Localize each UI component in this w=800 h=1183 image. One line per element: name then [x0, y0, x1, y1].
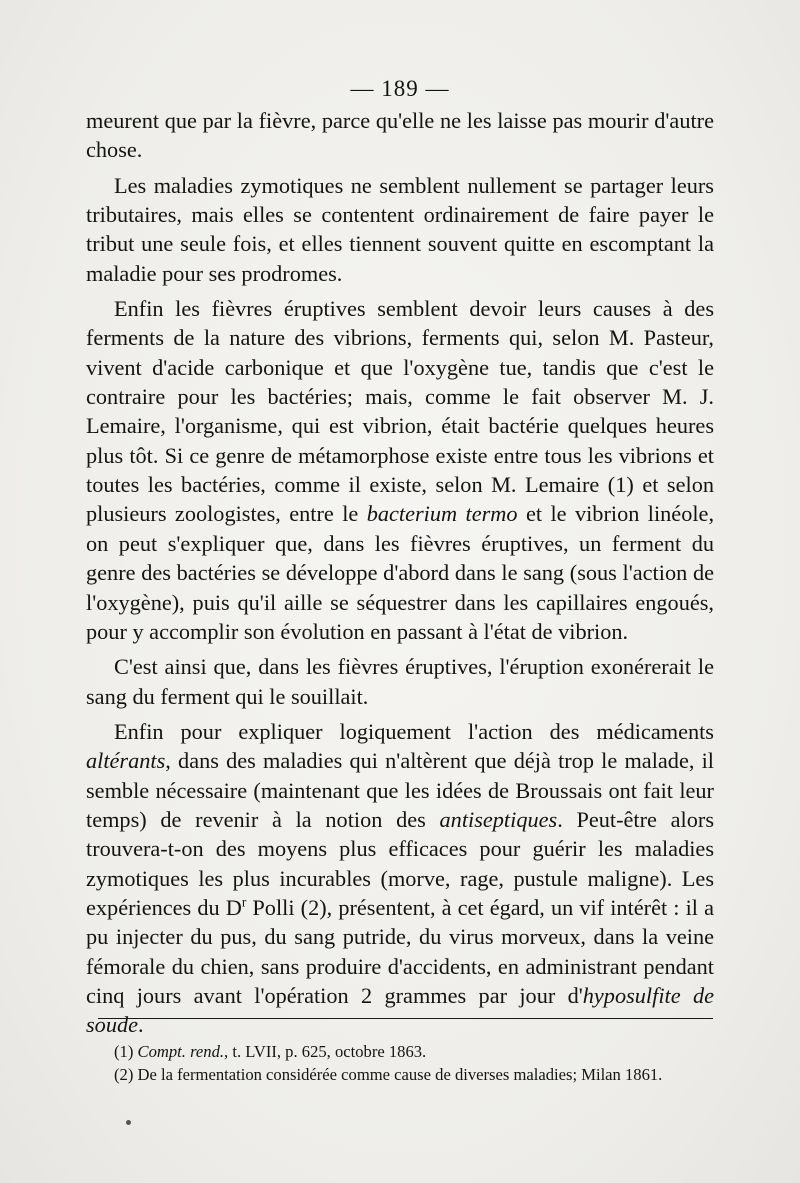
italic-text: hyposulfite de soude [86, 982, 714, 1038]
text-run: Les maladies zymotiques ne semblent nullement se partager leurs tributaires, mais elles se contentent ordinairement de faire payer le tribut une seule fois, et elles tiennent souvent quitte en escomptant la maladie pour ses prodromes. [86, 172, 714, 286]
footnotes [114, 1040, 714, 1086]
paragraph-2 [86, 171, 714, 288]
italic-text: Compt. rend. [137, 1042, 225, 1061]
text-run: et le vibrion linéole, on peut s'expliquer que, dans les fièvres éruptives, un ferment du genre des bactéries se développe d'abord dans le sang (sous l'action de l'oxygène), puis qu'il aille se séquestrer dans les capillaires engoués, pour y accomplir son évolution en passant à l'état de vibrion. [86, 501, 715, 644]
text-run: , t. LVII, p. 625, octobre 1863. [224, 1042, 427, 1061]
footnote-marker: (1) [114, 1042, 134, 1061]
footnote-separator-rule [98, 1018, 713, 1019]
footnote-1 [114, 1040, 714, 1063]
italic-text: altérants [86, 748, 166, 774]
text-run: Enfin les fièvres éruptives semblent devoir leurs causes à des ferments de la nature des vibrions, ferments qui, selon M. Pasteur, vivent d'acide carbonique et que l'oxygène tue, tandis que c'est le contraire pour les bactéries; mais, comme le fait observer M. J. Lemaire, l'organisme, qui est vibrion, était bactérie quelques heures plus tôt. Si ce genre de métamorphose existe entre tous les vibrions et toutes les bactéries, comme il existe, selon M. Lemaire (1) et selon plusieurs zoologistes, entre le [86, 296, 714, 527]
text-run: Enfin pour expliquer logiquement l'action des médicaments [114, 718, 714, 744]
text-run: , dans des maladies qui n'altèrent que déjà trop le malade, il semble nécessaire (maintenant que les idées de Broussais ont fait leur temps) de revenir à la notion des [86, 748, 714, 832]
text-run: meurent que par la fièvre, parce qu'elle ne les laisse pas mourir d'autre chose. [86, 108, 714, 163]
body-text [86, 106, 714, 1040]
text-run: De la fermentation considérée comme cause de diverses maladies; Milan 1861. [137, 1065, 663, 1084]
italic-text: bacterium termo [366, 501, 518, 527]
text-run: C'est ainsi que, dans les fièvres éruptives, l'éruption exonérerait le sang du ferment qui le souillait. [86, 654, 714, 709]
paragraph-4 [86, 652, 714, 711]
page-number: — 189 — [350, 76, 450, 101]
paragraph-1 [86, 106, 714, 165]
paragraph-3 [86, 294, 714, 646]
superscript-text: r [241, 894, 247, 910]
footnote-2 [114, 1063, 714, 1086]
ink-speck [126, 1120, 131, 1125]
text-run: . [138, 1012, 144, 1038]
paragraph-5 [86, 717, 714, 1040]
footnote-marker: (2) [114, 1065, 134, 1084]
text-run: Polli (2), présentent, à cet égard, un vif intérêt : il a pu injecter du pus, du sang putride, du virus morveux, dans la veine fémorale du chien, sans produire d'accidents, en administrant pendant cinq jours avant l'opération 2 grammes par jour d' [86, 894, 714, 1008]
text-run: . Peut-être alors trouvera-t-on des moyens plus efficaces pour guérir les maladies zymotiques les plus incurables (morve, rage, pustule maligne). Les expériences du D [86, 806, 714, 920]
italic-text: antiseptiques [439, 806, 558, 832]
